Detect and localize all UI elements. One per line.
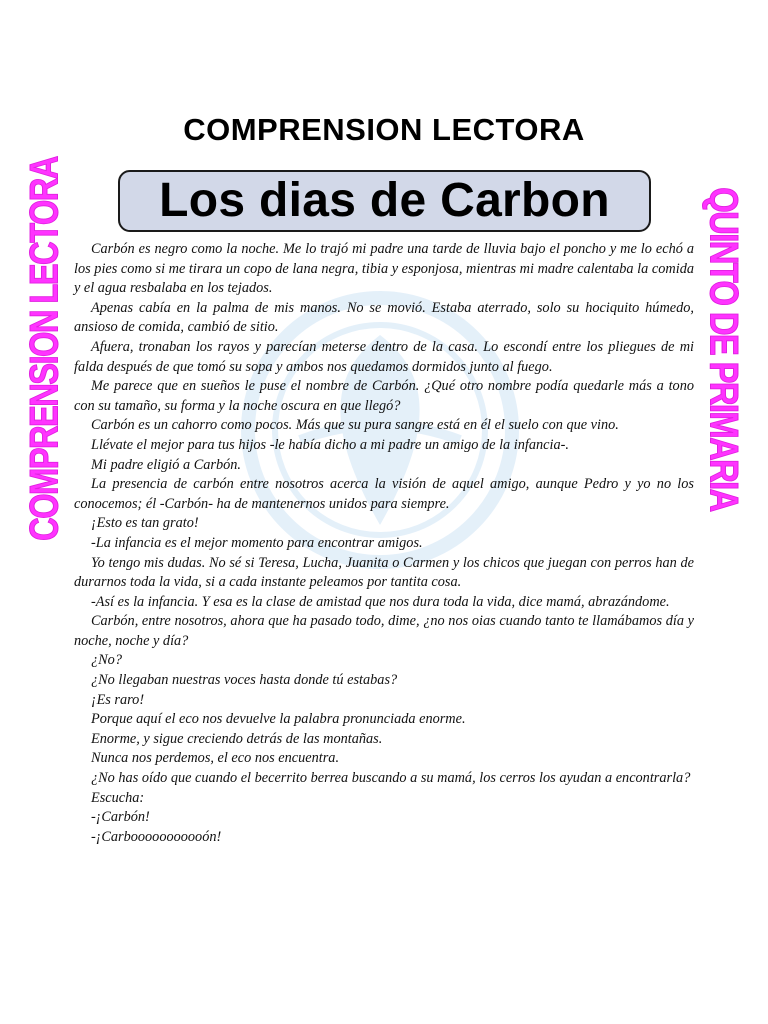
story-paragraph: ¡Es raro! xyxy=(91,691,145,708)
story-paragraph: Enorme, y sigue creciendo detrás de las montañas. xyxy=(91,730,383,747)
story-paragraph: Mi padre eligió a Carbón. xyxy=(91,456,241,473)
story-paragraph: Yo tengo mis dudas. No sé si Teresa, Lucha, Juanita o Carmen y los chicos que juegan con perros han de durarnos toda la vida, si a cada instante peleamos por tantita cosa. xyxy=(74,554,694,591)
story-title-box xyxy=(118,170,651,232)
story-paragraph: Apenas cabía en la palma de mis manos. No se movió. Estaba aterrado, solo su hociquito húmedo, ansioso de comida, cambió de sitio. xyxy=(74,299,694,336)
page-heading: COMPRENSION LECTORA xyxy=(183,112,585,147)
story-paragraph: Porque aquí el eco nos devuelve la palabra pronunciada enorme. xyxy=(91,711,466,728)
story-paragraph: Escucha: xyxy=(91,789,145,806)
story-paragraph: Carbón es un cahorro como pocos. Más que su pura sangre está en él el suelo con que vino. xyxy=(91,417,619,434)
story-paragraph: Nunca nos perdemos, el eco nos encuentra. xyxy=(91,750,340,767)
story-paragraph: La presencia de carbón entre nosotros acerca la visión de aquel amigo, aunque Pedro y yo no los conocemos; él -Carbón- ha de mantenernos unidos para siempre. xyxy=(74,476,694,512)
story-paragraph: -¡Carbooooooooooón! xyxy=(91,828,222,845)
story-paragraph: ¿No has oído que cuando el becerrito berrea buscando a su mamá, los cerros los ayudan a encontrarla? xyxy=(91,770,691,787)
story-title: Los dias de Carbon xyxy=(159,174,610,227)
left-side-label: COMPRENSION LECTORA xyxy=(22,157,67,541)
story-paragraph: ¿No llegaban nuestras voces hasta donde tú estabas? xyxy=(91,672,398,689)
story-paragraph: Me parece que en sueños le puse el nombre de Carbón. ¿Qué otro nombre podía quedarle más a tono con su tamaño, su forma y la noche oscura en que llegó? xyxy=(74,378,694,414)
story-paragraph: ¡Esto es tan grato! xyxy=(91,515,199,532)
story-paragraph: -La infancia es el mejor momento para encontrar amigos. xyxy=(91,534,423,551)
right-side-label: QUINTO DE PRIMARIA xyxy=(701,187,746,511)
story-paragraph: Afuera, tronaban los rayos y parecían meterse dentro de la casa. Lo escondí entre los pliegues de mi falda después de que tomó su sopa y ambos nos quedamos dormidos junto al fuego. xyxy=(74,338,694,375)
story-paragraph: -¡Carbón! xyxy=(91,809,150,826)
story-paragraph: Carbón, entre nosotros, ahora que ha pasado todo, dime, ¿no nos oias cuando tanto te llamábamos día y noche, noche y día? xyxy=(74,613,694,649)
right-side-banner xyxy=(698,184,748,514)
story-paragraph: -Así es la infancia. Y esa es la clase de amistad que nos dura toda la vida, dice mamá, abrazándome. xyxy=(91,593,670,610)
story-paragraph: ¿No? xyxy=(91,652,122,669)
story-body xyxy=(74,240,694,847)
story-paragraph: Llévate el mejor para tus hijos -le había dicho a mi padre un amigo de la infancia-. xyxy=(91,436,569,453)
story-paragraph: Carbón es negro como la noche. Me lo trajó mi padre una tarde de lluvia bajo el poncho y me lo echó a los pies como si me tirara un copo de lana negra, tibia y esponjosa, mientras mi madre calentaba la comida y el agua resbalaba en los tejados. xyxy=(74,241,694,297)
left-side-banner xyxy=(20,157,70,541)
